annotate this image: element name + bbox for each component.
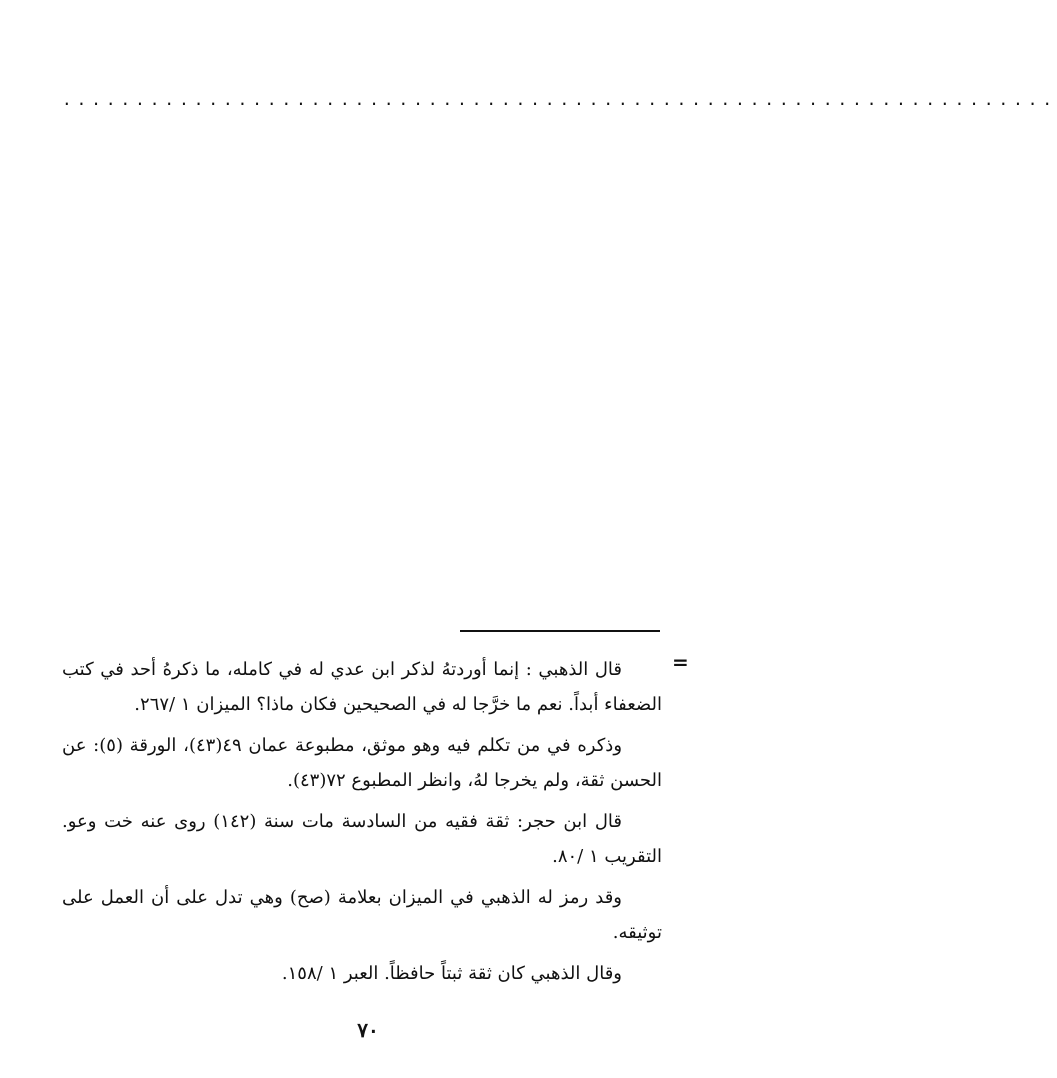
footnote-paragraph: وذكره في من تكلم فيه وهو موثق، مطبوعة عمان ٤٩(٤٣)، الورقة (٥): عن الحسن ثقة، ولم يخرجا لهُ، وانظر المطبوع ٧٢(٤٣). <box>62 735 662 791</box>
footnote-paragraph: قال ابن حجر: ثقة فقيه من السادسة مات سنة (١٤٢) روى عنه خت وعو. التقريب ١ /٨٠. <box>62 811 662 867</box>
footnote-paragraph: قال الذهبي : إنما أوردتهُ لذكر ابن عدي له في كامله، ما ذكرهُ أحد في كتب الضعفاء أبداً. نعم ما خرَّجا له في الصحيحين فكان ماذا؟ الميزان ١ /٢٦٧. <box>62 659 662 715</box>
footnote-paragraph: وقال الذهبي كان ثقة ثبتاً حافظاً. العبر ١ /١٥٨. <box>281 963 622 984</box>
footnote-separator <box>460 630 660 632</box>
footnote-paragraph: وقد رمز له الذهبي في الميزان بعلامة (صح) وهي تدل على أن العمل على توثيقه. <box>62 887 662 943</box>
footnotes-section <box>62 652 662 997</box>
top-dotted-rule: .................................................................... <box>62 90 1057 109</box>
continuation-mark: = <box>672 650 689 674</box>
page-number: ٧٠ <box>357 1018 379 1042</box>
